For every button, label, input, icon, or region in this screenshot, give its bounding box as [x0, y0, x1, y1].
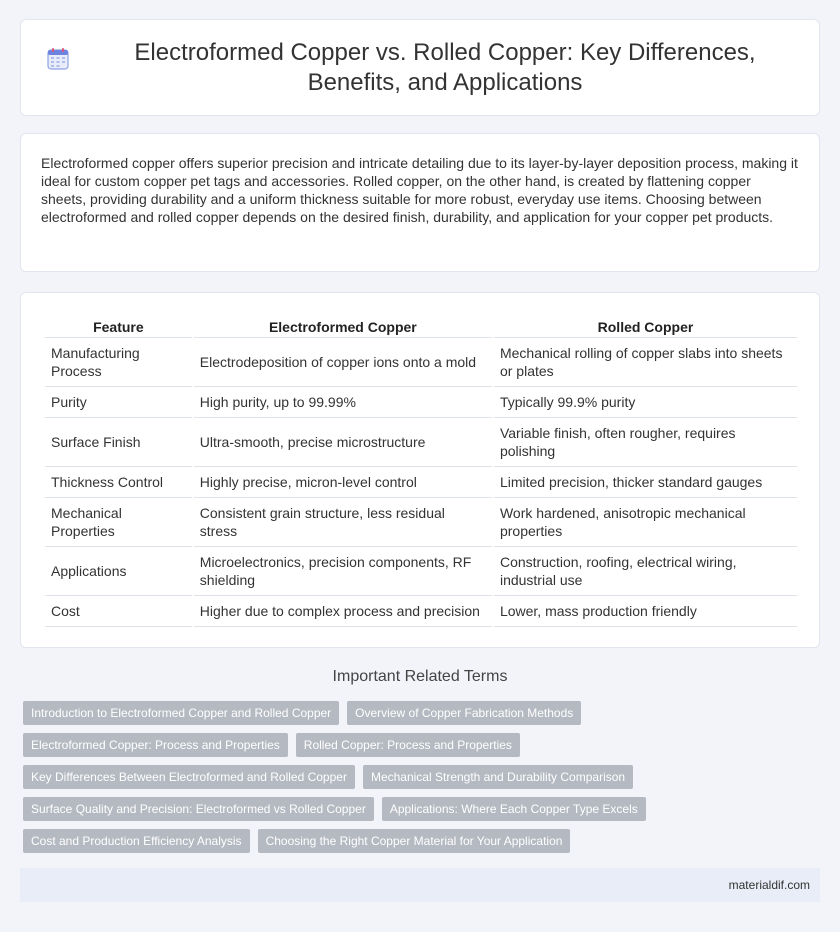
related-terms-list	[23, 701, 823, 861]
table-row	[45, 338, 797, 387]
intro-card	[20, 133, 820, 272]
header-feature: Feature	[45, 313, 192, 338]
electroformed-cell: Highly precise, micron-level control	[194, 467, 492, 498]
footer-site-link[interactable]: materialdif.com	[728, 878, 810, 892]
page-title: Electroformed Copper vs. Rolled Copper: Key Differences, Benefits, and Applications	[134, 38, 756, 96]
table-row	[45, 547, 797, 596]
table-header-row	[45, 313, 797, 338]
header-electroformed: Electroformed Copper	[194, 313, 492, 338]
rolled-cell: Lower, mass production friendly	[494, 596, 797, 627]
electroformed-cell: High purity, up to 99.99%	[194, 387, 492, 418]
intro-paragraph: Electroformed copper offers superior precision and intricate detailing due to its layer-by-layer deposition process, making it ideal for custom copper pet tags and accessories. Rolled copper, on the other hand, is created by flattening copper sheets, providing durability and a uniform thickness suitable for more robust, everyday use items. Choosing between electroformed and rolled copper depends on the desired finish, durability, and application for your copper pet products.	[41, 155, 798, 225]
electroformed-cell: Consistent grain structure, less residual stress	[194, 498, 492, 547]
header-card	[20, 19, 820, 116]
related-term-tag[interactable]: Introduction to Electroformed Copper and Rolled Copper	[23, 701, 339, 725]
electroformed-cell: Microelectronics, precision components, RF shielding	[194, 547, 492, 596]
table-row	[45, 387, 797, 418]
related-term-tag[interactable]: Rolled Copper: Process and Properties	[296, 733, 520, 757]
comparison-table	[43, 313, 799, 627]
footer	[20, 868, 820, 902]
related-terms-title: Important Related Terms	[332, 668, 508, 685]
related-term-tag[interactable]: Choosing the Right Copper Material for Your Application	[258, 829, 571, 853]
related-term-tag[interactable]: Overview of Copper Fabrication Methods	[347, 701, 581, 725]
feature-cell: Applications	[45, 547, 192, 596]
rolled-cell: Mechanical rolling of copper slabs into sheets or plates	[494, 338, 797, 387]
related-term-tag[interactable]: Cost and Production Efficiency Analysis	[23, 829, 250, 853]
table-row	[45, 418, 797, 467]
feature-cell: Purity	[45, 387, 192, 418]
feature-cell: Manufacturing Process	[45, 338, 192, 387]
table-row	[45, 498, 797, 547]
feature-cell: Surface Finish	[45, 418, 192, 467]
table-row	[45, 596, 797, 627]
feature-cell: Cost	[45, 596, 192, 627]
comparison-card	[20, 292, 820, 648]
related-term-tag[interactable]: Surface Quality and Precision: Electroformed vs Rolled Copper	[23, 797, 374, 821]
rolled-cell: Construction, roofing, electrical wiring, industrial use	[494, 547, 797, 596]
related-term-tag[interactable]: Key Differences Between Electroformed and Rolled Copper	[23, 765, 355, 789]
table-row	[45, 467, 797, 498]
feature-cell: Mechanical Properties	[45, 498, 192, 547]
rolled-cell: Work hardened, anisotropic mechanical properties	[494, 498, 797, 547]
rolled-cell: Variable finish, often rougher, requires polishing	[494, 418, 797, 467]
rolled-cell: Limited precision, thicker standard gauges	[494, 467, 797, 498]
electroformed-cell: Electrodeposition of copper ions onto a mold	[194, 338, 492, 387]
header-rolled: Rolled Copper	[494, 313, 797, 338]
feature-cell: Thickness Control	[45, 467, 192, 498]
electroformed-cell: Higher due to complex process and precision	[194, 596, 492, 627]
rolled-cell: Typically 99.9% purity	[494, 387, 797, 418]
related-term-tag[interactable]: Mechanical Strength and Durability Comparison	[363, 765, 633, 789]
electroformed-cell: Ultra-smooth, precise microstructure	[194, 418, 492, 467]
related-term-tag[interactable]: Electroformed Copper: Process and Properties	[23, 733, 288, 757]
related-term-tag[interactable]: Applications: Where Each Copper Type Excels	[382, 797, 646, 821]
